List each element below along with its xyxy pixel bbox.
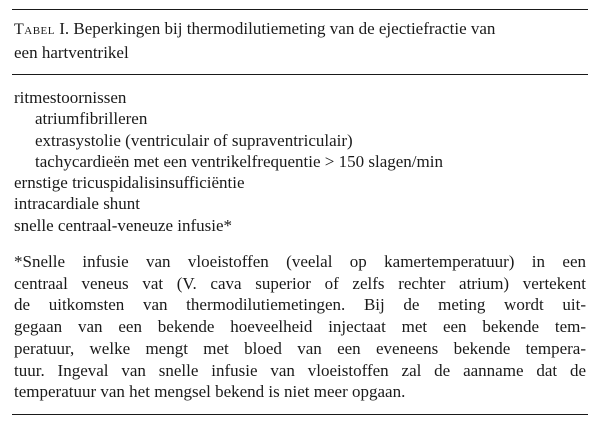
footnote-line: temperatuur van het mengsel bekend is niet meer opgaan. [14,382,406,402]
limitations-list [14,87,588,236]
table-caption [14,17,588,64]
list-item: intracardiale shunt [14,194,141,214]
list-item: tachycardieën met een ventrikelfrequentie > 150 slagen/min [35,151,443,171]
footnote-line: de uitkomsten van thermodilutiemetingen. Bij de meting wordt uit- [14,295,586,315]
footnote-line: gegaan van een bekende hoeveelheid injectaat met een bekende tem- [14,317,586,337]
list-item: ritmestoornissen [14,88,127,107]
list-item: atriumfibrilleren [35,109,148,129]
footnote-line: *Snelle infusie van vloeistoffen (veelal op kamertemperatuur) in een [14,252,586,271]
footnote-line: peratuur, welke mengt met bloed van een eveneens bekende tempera- [14,338,586,358]
footnote-line: centraal veneus vat (V. cava superior of zelfs rechter atrium) vertekent [14,273,586,293]
table-title-line-1: Beperkingen bij thermodilutiemeting van de ejectiefractie van [73,19,496,38]
header-rule [12,74,588,75]
footnote [14,251,586,403]
table-label: Tabel [14,21,55,38]
bottom-rule [12,414,588,415]
list-item: snelle centraal-veneuze infusie* [14,215,233,235]
list-item: extrasystolie (ventriculair of supraventriculair) [35,130,353,150]
list-item: ernstige tricuspidalisinsufficiëntie [14,173,245,193]
table-title-line-2: een hartventrikel [14,43,129,62]
table-number: I. [59,19,70,38]
footnote-line: tuur. Ingeval van snelle infusie van vloeistoffen zal de aanname dat de [14,360,586,380]
top-rule [12,9,588,10]
